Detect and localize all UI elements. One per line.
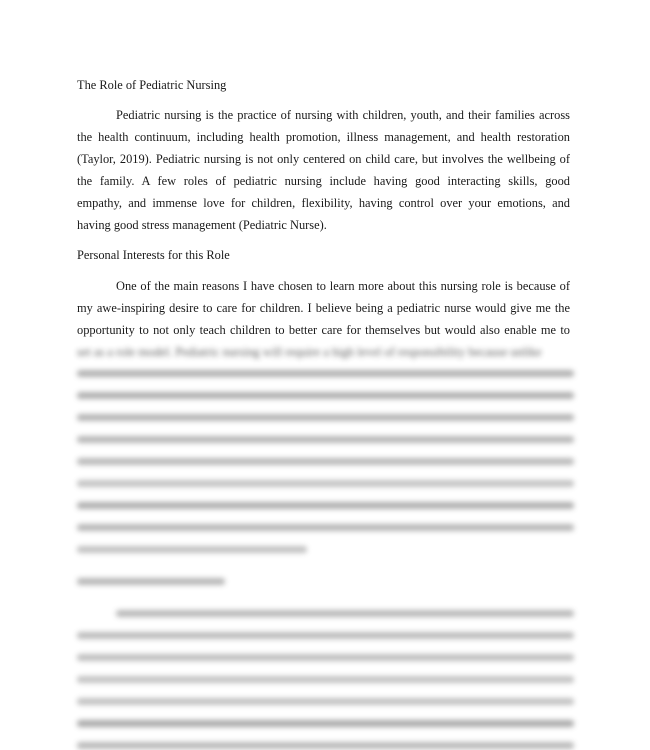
paragraph-line: the health continuum, including health promotion, illness management, and health restoration [77,130,570,144]
blurred-text-line [77,698,574,705]
blurred-text-line [77,632,574,639]
blurred-text-line [77,546,307,553]
blurred-text-line [77,654,574,661]
paragraph-line: Pediatric nursing is the practice of nursing with children, youth, and their families across [116,108,570,122]
blurred-text-line [77,370,574,377]
blurred-preview-region [70,340,582,750]
paragraph-line: the family. A few roles of pediatric nursing include having good interacting skills, good [77,174,570,188]
blurred-text-line [77,524,574,531]
blurred-text-line [77,392,574,399]
paragraph-line: having good stress management (Pediatric Nurse). [77,218,327,232]
blurred-text-line [77,578,225,585]
blurred-text-line [77,436,574,443]
blurred-text-line [116,610,574,617]
blurred-text-line [77,720,574,727]
section-heading-interests: Personal Interests for this Role [77,248,230,262]
blurred-text-line [77,458,574,465]
paragraph-line: opportunity to not only teach children to better care for themselves but would also enable me to [77,323,570,337]
paragraph-line: (Taylor, 2019). Pediatric nursing is not only centered on child care, but involves the wellbeing of [77,152,570,166]
paragraph-line: empathy, and immense love for children, flexibility, having control over your emotions, and [77,196,570,210]
blurred-text-line [77,742,574,749]
blurred-text-line [77,480,574,487]
paragraph-line: One of the main reasons I have chosen to learn more about this nursing role is because of [116,279,570,293]
blurred-text-line [77,676,574,683]
blurred-paragraph-line: set as a role model. Pediatric nursing will require a high level of responsibility because unlike [77,345,542,359]
paragraph-line: my awe-inspiring desire to care for children. I believe being a pediatric nurse would give me the [77,301,570,315]
blurred-text-line [77,502,574,509]
section-heading-role: The Role of Pediatric Nursing [77,78,227,92]
blurred-text-line [77,414,574,421]
